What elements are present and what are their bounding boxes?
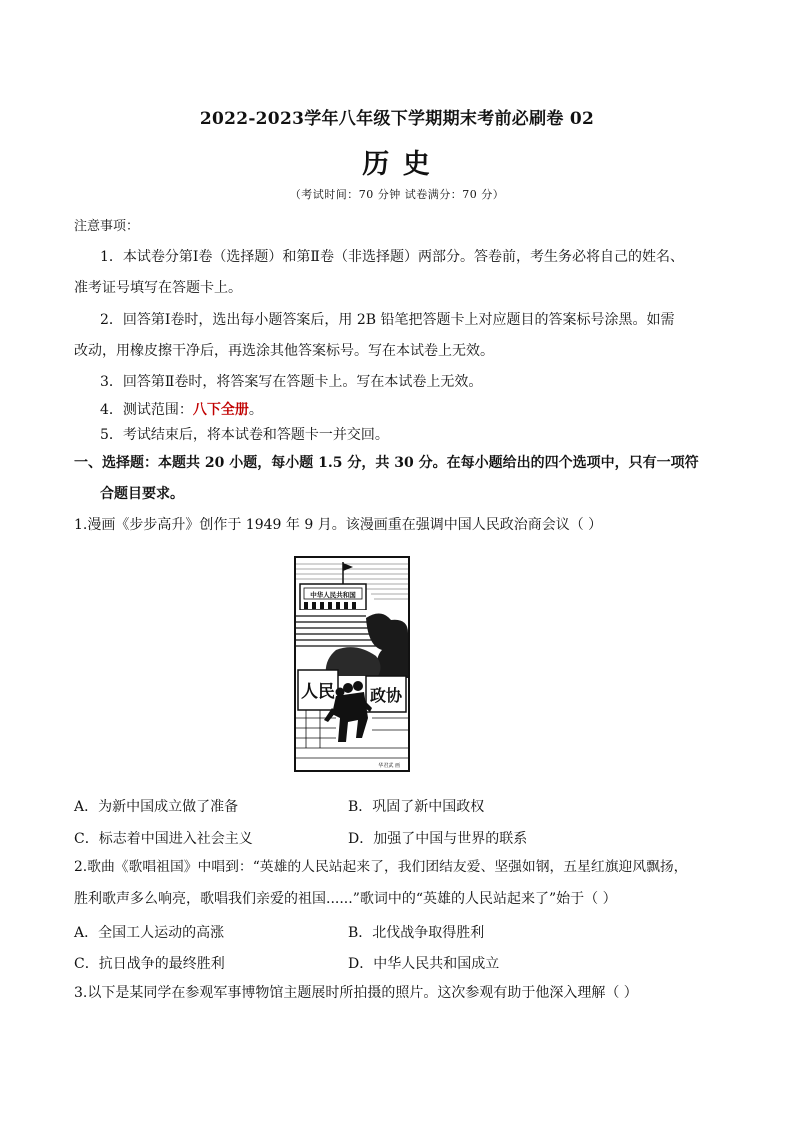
question-2-option-a[interactable]: A．全国工人运动的高涨 xyxy=(74,925,225,941)
subject-title: 历 史 xyxy=(362,149,432,180)
test-range-highlight: 八下全册 xyxy=(192,402,249,418)
question-1-option-d[interactable]: D．加强了中国与世界的联系 xyxy=(348,831,528,847)
notice-item-4-suffix: 。 xyxy=(248,402,263,418)
notice-item-2-line-1: 2．回答第Ⅰ卷时，选出每小题答案后，用 2B 铅笔把答题卡上对应题目的答案标号涂黑。如需 xyxy=(100,312,675,328)
question-1-option-a[interactable]: A．为新中国成立做了准备 xyxy=(74,799,239,815)
question-2-option-c[interactable]: C．抗日战争的最终胜利 xyxy=(74,956,225,972)
notice-item-4-prefix: 4．测试范围： xyxy=(100,402,193,418)
cartoon-step-by-step-image xyxy=(294,556,410,772)
left-sign-text: 人民 xyxy=(301,682,335,702)
question-3-stem: 3.以下是某同学在参观军事博物馆主题展时所拍摄的照片。这次参观有助于他深入理解（ ） xyxy=(74,985,638,1001)
notice-heading: 注意事项： xyxy=(74,219,140,234)
notice-item-1-line-1: 1．本试卷分第Ⅰ卷（选择题）和第Ⅱ卷（非选择题）两部分。答卷前，考生务必将自己的姓名、 xyxy=(100,249,684,265)
question-1-stem: 1.漫画《步步高升》创作于 1949 年 9 月。该漫画重在强调中国人民政治商会议（ ） xyxy=(74,517,603,533)
section-heading-line-1: 一、选择题：本题共 20 小题，每小题 1.5 分，共 30 分。在每小题给出的四个选项中，只有一项符 xyxy=(74,455,699,471)
notice-item-3: 3．回答第Ⅱ卷时，将答案写在答题卡上。写在本试卷上无效。 xyxy=(100,374,483,390)
notice-item-4 xyxy=(100,401,263,419)
section-heading-line-2: 合题目要求。 xyxy=(100,486,184,502)
question-2-stem-line-2: 胜利歌声多么响亮，歌唱我们亲爱的祖国......”歌词中的“英雄的人民站起来了”始于（ ） xyxy=(74,891,617,907)
question-2-option-d[interactable]: D．中华人民共和国成立 xyxy=(348,956,500,972)
cartoon-illustration xyxy=(296,558,408,770)
building-sign-text: 中华人民共和国 xyxy=(310,591,356,599)
question-1-option-c[interactable]: C．标志着中国进入社会主义 xyxy=(74,831,253,847)
exam-title: 2022-2023学年八年级下学期期末考前必刷卷 02 xyxy=(199,109,595,129)
notice-item-1-line-2: 准考证号填写在答题卡上。 xyxy=(74,280,242,296)
notice-item-5: 5．考试结束后，将本试卷和答题卡一并交回。 xyxy=(100,427,389,443)
question-2-stem-line-1: 2.歌曲《歌唱祖国》中唱到：“英雄的人民站起来了，我们团结友爱、坚强如钢，五星红旗迎风飘扬， xyxy=(74,859,688,875)
right-sign-text: 政协 xyxy=(369,686,403,705)
question-1-option-b[interactable]: B．巩固了新中国政权 xyxy=(348,799,485,815)
exam-info: （考试时间：70 分钟 试卷满分：70 分） xyxy=(289,188,505,201)
question-2-option-b[interactable]: B．北伐战争取得胜利 xyxy=(348,925,485,941)
cartoon-signature: 华君武 画 xyxy=(378,763,400,769)
notice-item-2-line-2: 改动，用橡皮擦干净后，再选涂其他答案标号。写在本试卷上无效。 xyxy=(74,343,494,359)
